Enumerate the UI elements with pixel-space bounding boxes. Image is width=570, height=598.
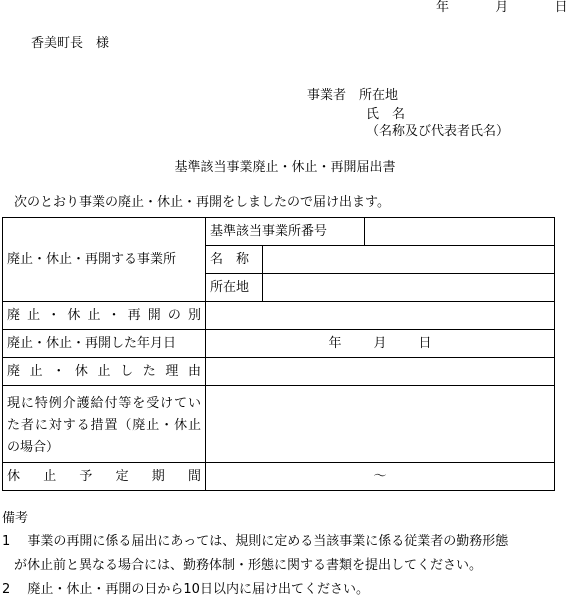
date-field[interactable]: [206, 330, 555, 358]
table-row: [3, 330, 555, 358]
facility-label: 廃止・休止・再開する事業所: [3, 218, 206, 302]
reason-field[interactable]: [206, 358, 555, 386]
addressee: 香美町長 様: [31, 36, 110, 51]
date-field-year: 年: [328, 335, 342, 351]
intro-text: 次のとおり事業の廃止・休止・再開をしましたので届け出ます。: [14, 195, 390, 210]
document-title: 基準該当事業廃止・休止・再開届出書: [174, 160, 396, 175]
type-field[interactable]: [206, 302, 555, 330]
facility-name-field[interactable]: [263, 246, 555, 274]
note-2: 2 廃止・休止・再開の日から10日以内に届け出てください。: [2, 582, 369, 597]
table-row: [3, 302, 555, 330]
measures-field[interactable]: [206, 386, 555, 463]
date-month-label: 月: [495, 0, 509, 15]
table-row: [3, 386, 555, 463]
date-day-label: 日: [554, 0, 568, 15]
date-year-label: 年: [436, 0, 450, 15]
notes-heading: 備考: [2, 511, 29, 526]
period-field[interactable]: ～: [206, 463, 555, 491]
date-field-day: 日: [418, 335, 432, 351]
period-label: 休止予定期間: [3, 463, 206, 491]
note-1-line-2: が休止前と異なる場合には、勤務体制・形態に関する書類を提出してください。: [14, 558, 483, 573]
facility-name-label: 名 称: [206, 246, 263, 274]
facility-address-field[interactable]: [263, 274, 555, 302]
header-date: [436, 0, 568, 16]
date-field-month: 月: [373, 335, 387, 351]
operator-address-label: 事業者 所在地: [307, 88, 399, 103]
table-row: [3, 463, 555, 491]
measures-label: 現に特例介護給付等を受けていた者に対する措置（廃止・休止の場合）: [3, 386, 206, 463]
notification-form-table: [2, 217, 555, 491]
table-row: [3, 218, 555, 246]
facility-number-field[interactable]: [365, 218, 555, 246]
type-label: 廃止・休止・再開の別: [3, 302, 206, 330]
note-1-line-1: 1 事業の再開に係る届出にあっては、規則に定める当該事業に係る従業者の勤務形態: [2, 534, 509, 549]
facility-address-label: 所在地: [206, 274, 263, 302]
reason-label: 廃止・休止した理由: [3, 358, 206, 386]
operator-name-note: （名称及び代表者氏名）: [366, 124, 510, 139]
date-label: 廃止・休止・再開した年月日: [3, 330, 206, 358]
facility-number-label: 基準該当事業所番号: [206, 218, 365, 246]
table-row: [3, 358, 555, 386]
operator-name-label: 氏 名: [366, 107, 406, 122]
